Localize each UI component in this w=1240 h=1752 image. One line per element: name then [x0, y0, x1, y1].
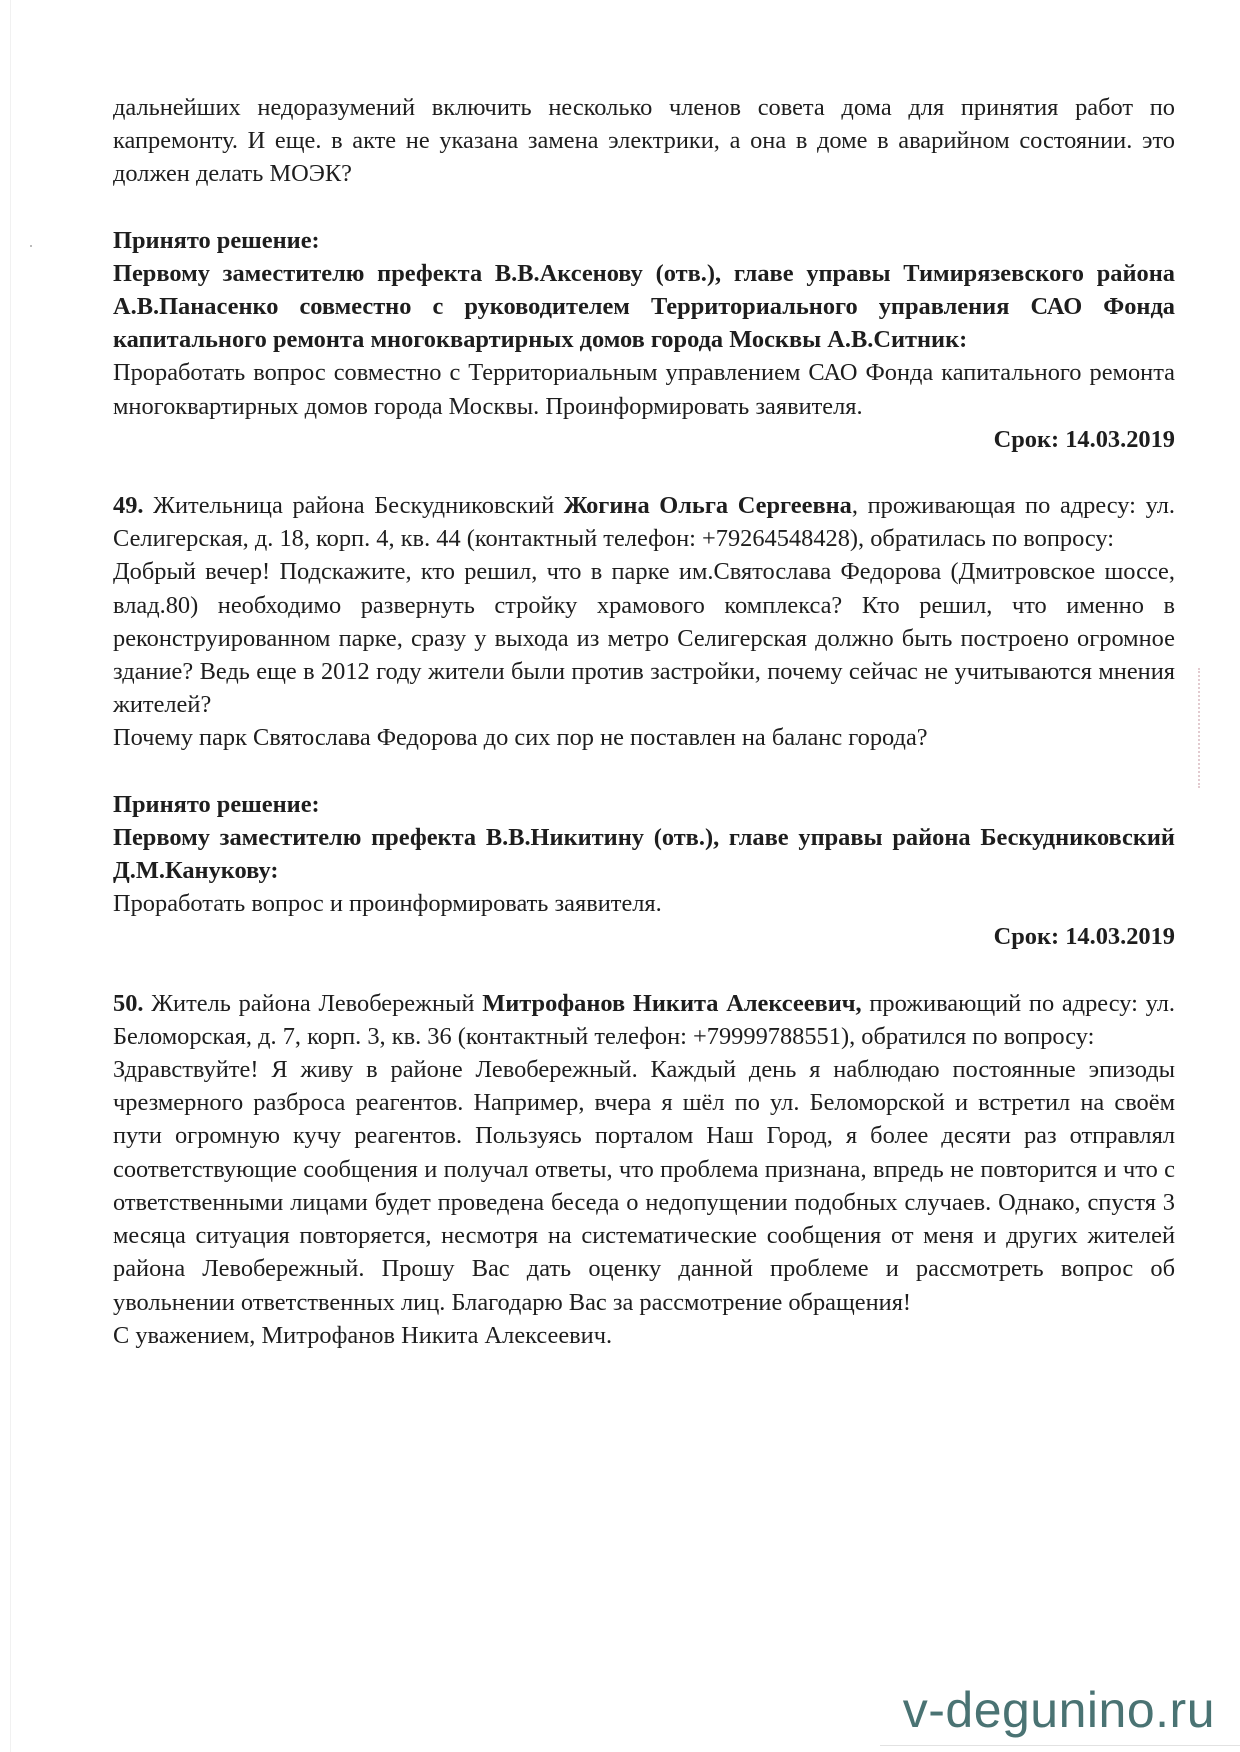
site-watermark: v-degunino.ru: [902, 1682, 1215, 1738]
decision-heading: Принято решение:: [113, 790, 320, 818]
item-intro-text-after: проживающий по адресу: ул. Беломорская, д. 7, корп. 3, кв. 36 (контактный телефон: +79999788551), обратился по вопросу:: [113, 989, 1175, 1050]
item-number: 50.: [113, 989, 144, 1017]
item-intro-text-after: , проживающая по адресу: ул. Селигерская, д. 18, корп. 4, кв. 44 (контактный телефон: +79264548428), обратилась по вопросу:: [113, 492, 1175, 553]
scan-edge-line: [10, 0, 11, 1752]
decision-48: [113, 224, 1175, 456]
decision-instruction: Проработать вопрос совместно с Территориальным управлением САО Фонда капитального ремонта многоквартирных домов города Москвы. Проинформировать заявителя.: [113, 359, 1175, 420]
decision-heading: Принято решение:: [113, 226, 320, 254]
decision-deadline: Срок: 14.03.2019: [993, 923, 1175, 951]
item-49-question: Добрый вечер! Подскажите, кто решил, что в парке им.Святослава Федорова (Дмитровское шоссе, влад.80) необходимо развернуть стройку храмового комплекса? Кто решил, что именно в реконструированном парке, сразу у выхода из метро Селигерская должно быть построено огромное здание? Ведь еще в 2012 году жители были против застройки, почему сейчас не учитываются мнения жителей?: [113, 558, 1175, 719]
bottom-rule: [880, 1745, 1240, 1746]
item-intro-text: Житель района Левобережный: [143, 989, 483, 1017]
decision-addressees: Первому заместителю префекта В.В.Никитину (отв.), главе управы района Бескудниковский Д.М.Канукову:: [113, 823, 1175, 885]
intro-paragraph: дальнейших недоразумений включить несколько членов совета дома для принятия работ по капремонту. И еще. в акте не указана замена электрики, а она в доме в аварийном состоянии. это должен делать МОЭК?: [113, 94, 1175, 188]
decision-deadline: Срок: 14.03.2019: [993, 425, 1175, 453]
applicant-name: Жогина Ольга Сергеевна: [563, 492, 852, 520]
item-50: [113, 987, 1175, 1352]
item-intro-text: Жительница района Бескудниковский: [143, 492, 564, 520]
item-49-question-2: Почему парк Святослава Федорова до сих пор не поставлен на баланс города?: [113, 724, 928, 752]
item-50-intro: [113, 987, 1175, 1053]
item-50-signature: С уважением, Митрофанов Никита Алексеевич.: [113, 1321, 613, 1349]
item-49: [113, 489, 1175, 954]
item-number: 49.: [113, 492, 144, 520]
item-49-intro: [113, 489, 1175, 555]
applicant-name: Митрофанов Никита Алексеевич,: [482, 989, 862, 1017]
scan-speck: [30, 245, 32, 247]
document-page: [113, 91, 1175, 1352]
scan-stamp-mark: [1190, 668, 1200, 788]
item-50-question: Здравствуйте! Я живу в районе Левобережный. Каждый день я наблюдаю постоянные эпизоды чрезмерного разброса реагентов. Например, вчера я шёл по ул. Беломорской и встретил на своём пути огромную кучу реагентов. Пользуясь порталом Наш Город, я более десяти раз отправлял соответствующие сообщения и получал ответы, что проблема признана, впредь не повторится и что с ответственными лицами будет проведена беседа о недопущении подобных случаев. Однако, спустя 3 месяца ситуация повторяется, несмотря на систематические сообщения от меня и других жителей района Левобережный. Прошу Вас дать оценку данной проблеме и рассмотреть вопрос об увольнении ответственных лиц. Благодарю Вас за рассмотрение обращения!: [113, 1056, 1175, 1316]
decision-instruction: Проработать вопрос и проинформировать заявителя.: [113, 890, 662, 918]
decision-addressees: Первому заместителю префекта В.В.Аксенову (отв.), главе управы Тимирязевского района А.В.Панасенко совместно с руководителем Территориального управления САО Фонда капитального ремонта многоквартирных домов города Москвы А.В.Ситник:: [113, 259, 1175, 354]
